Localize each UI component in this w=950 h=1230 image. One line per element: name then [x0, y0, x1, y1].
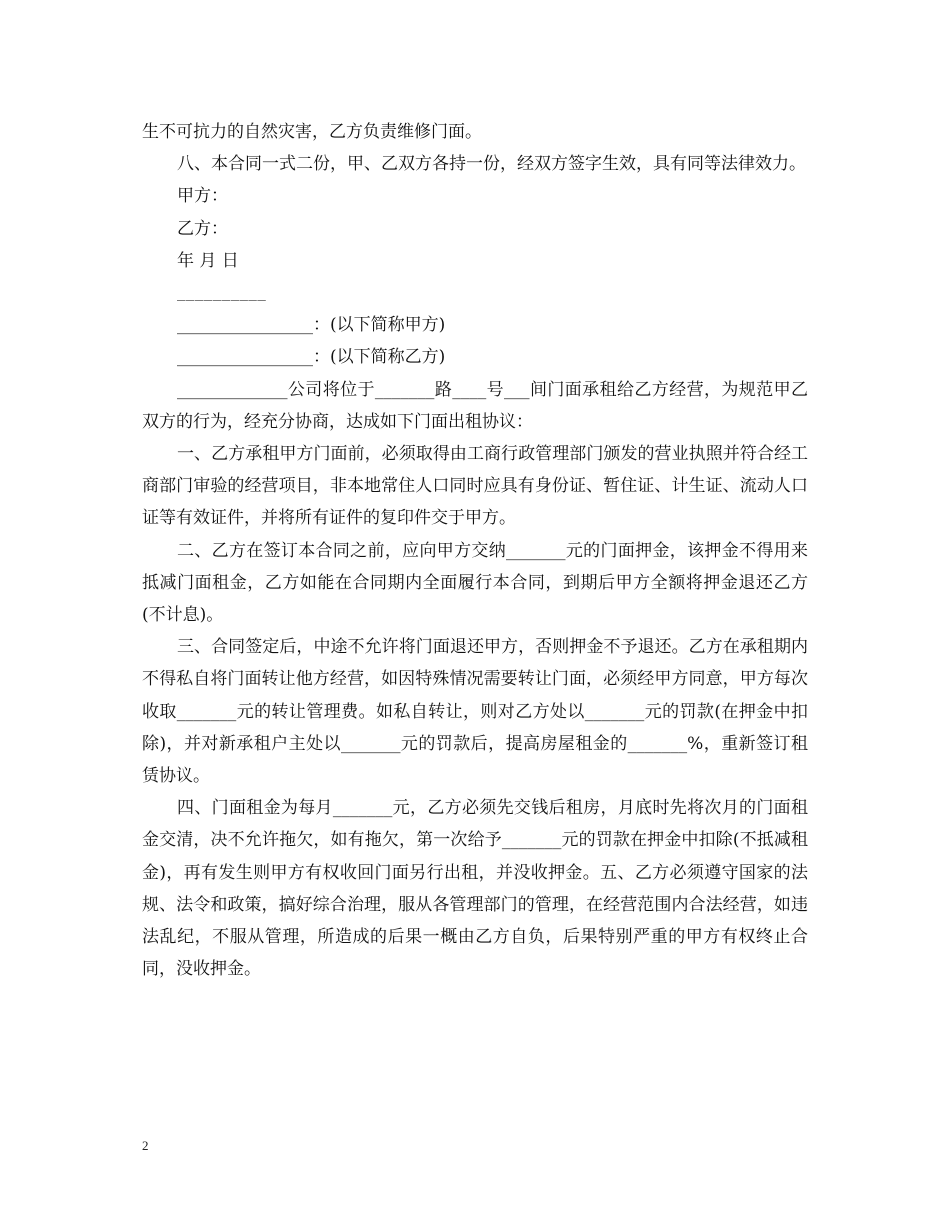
party-b-line: ________________：(以下简称乙方): [177, 347, 446, 368]
signature-party-a: 甲方：: [177, 186, 228, 207]
paragraph-clause-4: 四、门面租金为每月_______元，乙方必须先交钱后租房，月底时先将次月的门面租金交清，决不允许拖欠，如有拖欠，第一次给予_______元的罚款在押金中扣除(不抵减租金)，再有发生则甲方有权收回门面另行出租，并没收押金。五、乙方必须遵守国家的法规、法令和政策，搞好综合治理，服从各管理部门的管理，在经营范围内合法经营，如违法乱纪，不服从管理，所造成的后果一概由乙方自负，后果特别严重的甲方有权终止合同，没收押金。: [142, 798, 808, 980]
page-number: 2: [142, 1138, 149, 1153]
paragraph-clause-2: 二、乙方在签订本合同之前，应向甲方交纳_______元的门面押金，该押金不得用来抵减门面租金，乙方如能在合同期内全面履行本合同，到期后甲方全额将押金退还乙方(不计息)。: [142, 540, 808, 626]
paragraph-continuation: 生不可抗力的自然灾害，乙方负责维修门面。: [142, 122, 482, 142]
signature-party-b: 乙方：: [177, 218, 228, 239]
signature-date: 年 月 日: [177, 250, 239, 271]
document-body: [142, 116, 808, 985]
paragraph-clause-8: 八、本合同一式二份，甲、乙双方各持一份，经双方签字生效，具有同等法律效力。: [177, 154, 806, 175]
paragraph-preamble: _____________公司将位于_______路____号___间门面承租给乙方经营，为规范甲乙双方的行为，经充分协商，达成如下门面出租协议：: [142, 379, 808, 432]
party-a-line: ________________：(以下简称甲方): [177, 315, 446, 336]
paragraph-clause-1: 一、乙方承租甲方门面前，必须取得由工商行政管理部门颁发的营业执照并符合经工商部门审验的经营项目，非本地常住人口同时应具有身份证、暂住证、计生证、流动人口证等有效证件，并将所有证件的复印件交于甲方。: [142, 444, 808, 529]
paragraph-clause-3: 三、合同签定后，中途不允许将门面退还甲方，否则押金不予退还。乙方在承租期内不得私自将门面转让他方经营，如因特殊情况需要转让门面，必须经甲方同意，甲方每次收取_______元的转让管理费。如私自转让，则对乙方处以_______元的罚款(在押金中扣除)，并对新承租户主处以_______元的罚款后，提高房屋租金的_______%，重新签订租赁协议。: [142, 637, 808, 787]
separator-line: __________: [177, 285, 267, 302]
